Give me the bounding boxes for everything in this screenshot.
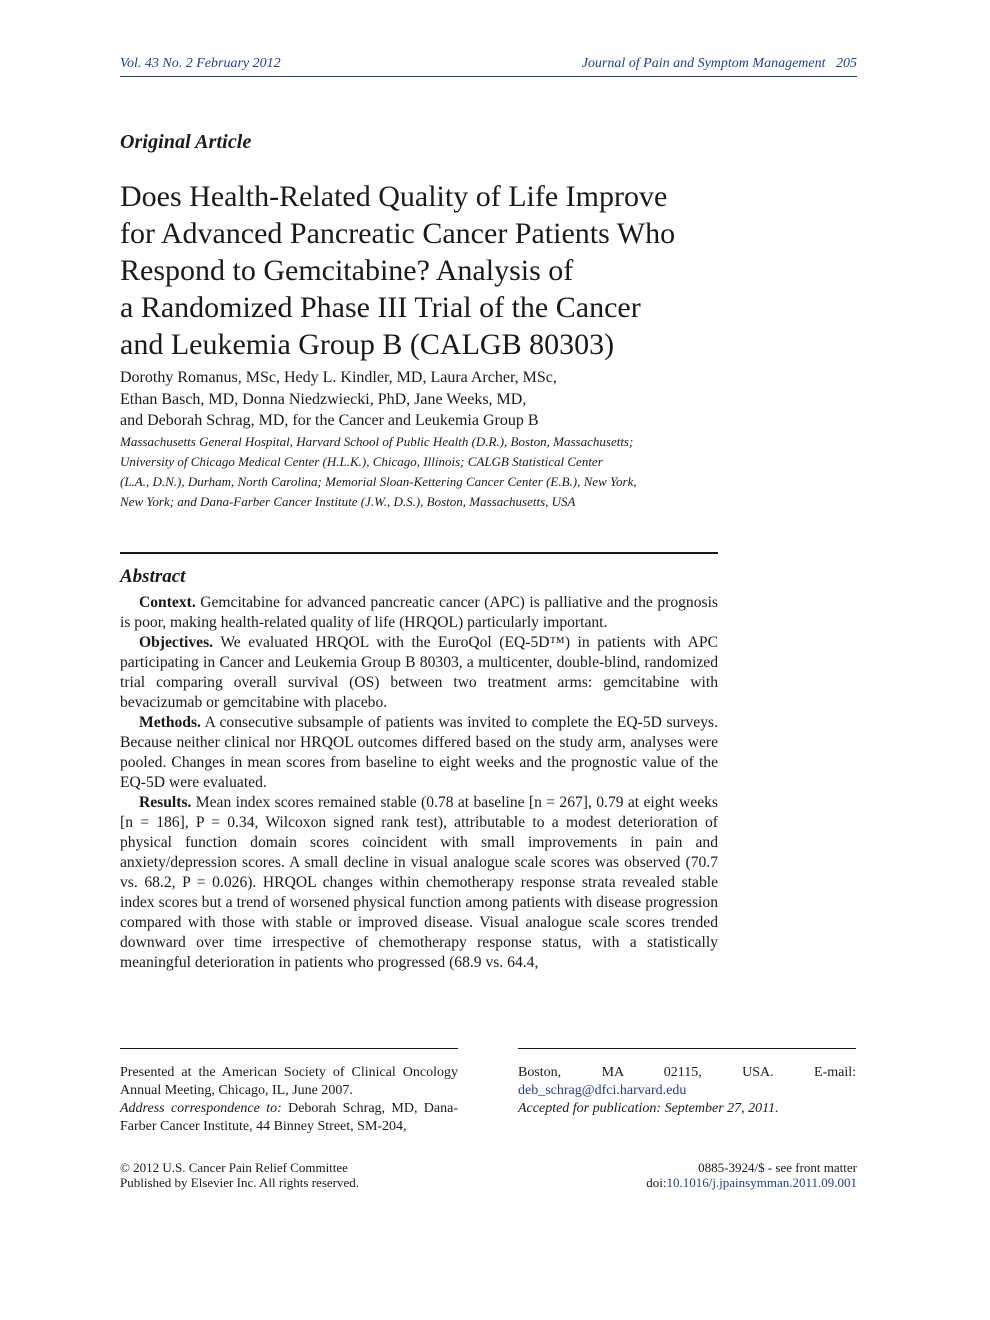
title-line: Respond to Gemcitabine? Analysis of [120, 254, 574, 287]
address-continued [518, 1064, 856, 1100]
results-label: Results. [139, 794, 192, 811]
footnote-divider-right [518, 1048, 856, 1049]
author-line: Ethan Basch, MD, Donna Niedzwiecki, PhD, Jane Weeks, MD, [120, 390, 527, 408]
abstract-body [120, 593, 718, 973]
affiliation-line: Massachusetts General Hospital, Harvard School of Public Health (D.R.), Boston, Massachusetts; [120, 434, 634, 449]
abstract-objectives [120, 633, 718, 713]
footnote-divider-left [120, 1048, 458, 1049]
title-line: a Randomized Phase III Trial of the Cancer [120, 291, 641, 324]
title-line: for Advanced Pancreatic Cancer Patients Who [120, 217, 676, 250]
journal-name-page [582, 56, 857, 72]
affiliation-line: (L.A., D.N.), Durham, North Carolina; Memorial Sloan-Kettering Cancer Center (E.B.), New York, [120, 474, 637, 489]
objectives-text: We evaluated HRQOL with the EuroQol (EQ-5D™) in patients with APC participating in Cancer and Leukemia Group B 80303, a multicenter, double-blind, randomized trial comparing overall survival (OS) between two treatment arms: gemcitabine with bevacizumab or gemcitabine with placebo. [120, 634, 718, 711]
email-link[interactable]: deb_schrag@dfci.harvard.edu [518, 1083, 687, 1098]
accepted-text: Accepted for publication: September 27, 2011. [518, 1101, 779, 1116]
title-line: and Leukemia Group B (CALGB 80303) [120, 328, 615, 361]
article-title [120, 178, 730, 363]
accepted-note [518, 1100, 856, 1118]
context-text: Gemcitabine for advanced pancreatic cancer (APC) is palliative and the prognosis is poor, making health-related quality of life (HRQOL) particularly important. [120, 594, 718, 631]
address-text: Deborah Schrag, MD, Dana-Farber Cancer Institute, 44 Binney Street, SM-204, [120, 1101, 458, 1134]
footnote-right [518, 1064, 856, 1118]
journal-volume-issue: Vol. 43 No. 2 February 2012 [120, 56, 281, 71]
methods-label: Methods. [139, 714, 201, 731]
abstract-context [120, 593, 718, 633]
methods-text: A consecutive subsample of patients was invited to complete the EQ-5D surveys. Because neither clinical nor HRQOL outcomes differed based on the study arm, analyses were pooled. Changes in mean scores from baseline to eight weeks and the prognostic value of the EQ-5D were evaluated. [120, 714, 718, 791]
abstract-results [120, 793, 718, 973]
address-label: Address correspondence to: [120, 1101, 282, 1116]
copyright-line: © 2012 U.S. Cancer Pain Relief Committee [120, 1160, 348, 1175]
address-cont-text: Boston, MA 02115, USA. E-mail: [518, 1065, 856, 1080]
address-note [120, 1100, 458, 1136]
affiliation-line: University of Chicago Medical Center (H.L.K.), Chicago, Illinois; CALGB Statistical Center [120, 454, 603, 469]
copyright-block [120, 1160, 480, 1190]
running-header [120, 56, 857, 77]
journal-name: Journal of Pain and Symptom Management [581, 56, 826, 71]
context-label: Context. [139, 594, 196, 611]
issn-block [497, 1160, 857, 1190]
affiliations [120, 432, 720, 512]
publisher-line: Published by Elsevier Inc. All rights reserved. [120, 1175, 360, 1190]
doi-link[interactable]: 10.1016/j.jpainsymman.2011.09.001 [666, 1175, 857, 1190]
footnote-left [120, 1064, 458, 1136]
abstract-heading: Abstract [120, 566, 186, 587]
title-line: Does Health-Related Quality of Life Improve [120, 180, 668, 213]
author-list [120, 367, 720, 432]
doi-prefix: doi: [646, 1175, 667, 1190]
objectives-label: Objectives. [139, 634, 214, 651]
presented-note: Presented at the American Society of Clinical Oncology Annual Meeting, Chicago, IL, June 2007. [120, 1065, 458, 1098]
author-line: Dorothy Romanus, MSc, Hedy L. Kindler, MD, Laura Archer, MSc, [120, 369, 557, 386]
affiliation-line: New York; and Dana-Farber Cancer Institute (J.W., D.S.), Boston, Massachusetts, USA [120, 494, 576, 509]
author-line: and Deborah Schrag, MD, for the Cancer and Leukemia Group B [120, 412, 539, 429]
article-type: Original Article [120, 131, 252, 153]
abstract-divider [120, 552, 718, 554]
results-text: Mean index scores remained stable (0.78 at baseline [n = 267], 0.79 at eight weeks [n = 186], P = 0.34, Wilcoxon signed rank test), attributable to a modest deterioration of physical function domain scores coincident with small improvements in pain and anxiety/depression scores. A small decline in visual analogue scale scores was observed (70.7 vs. 68.2, P = 0.026). HRQOL changes within chemotherapy response strata revealed stable index scores but a trend of worsened physical function among patients with disease progression compared with those with stable or improved disease. Visual analogue scale scores trended downward over time irrespective of chemotherapy response status, with a statistically meaningful deterioration in patients who progressed (68.9 vs. 64.4, [120, 794, 718, 971]
page-number: 205 [836, 56, 857, 71]
issn-line: 0885-3924/$ - see front matter [698, 1160, 857, 1175]
abstract-methods [120, 713, 718, 793]
